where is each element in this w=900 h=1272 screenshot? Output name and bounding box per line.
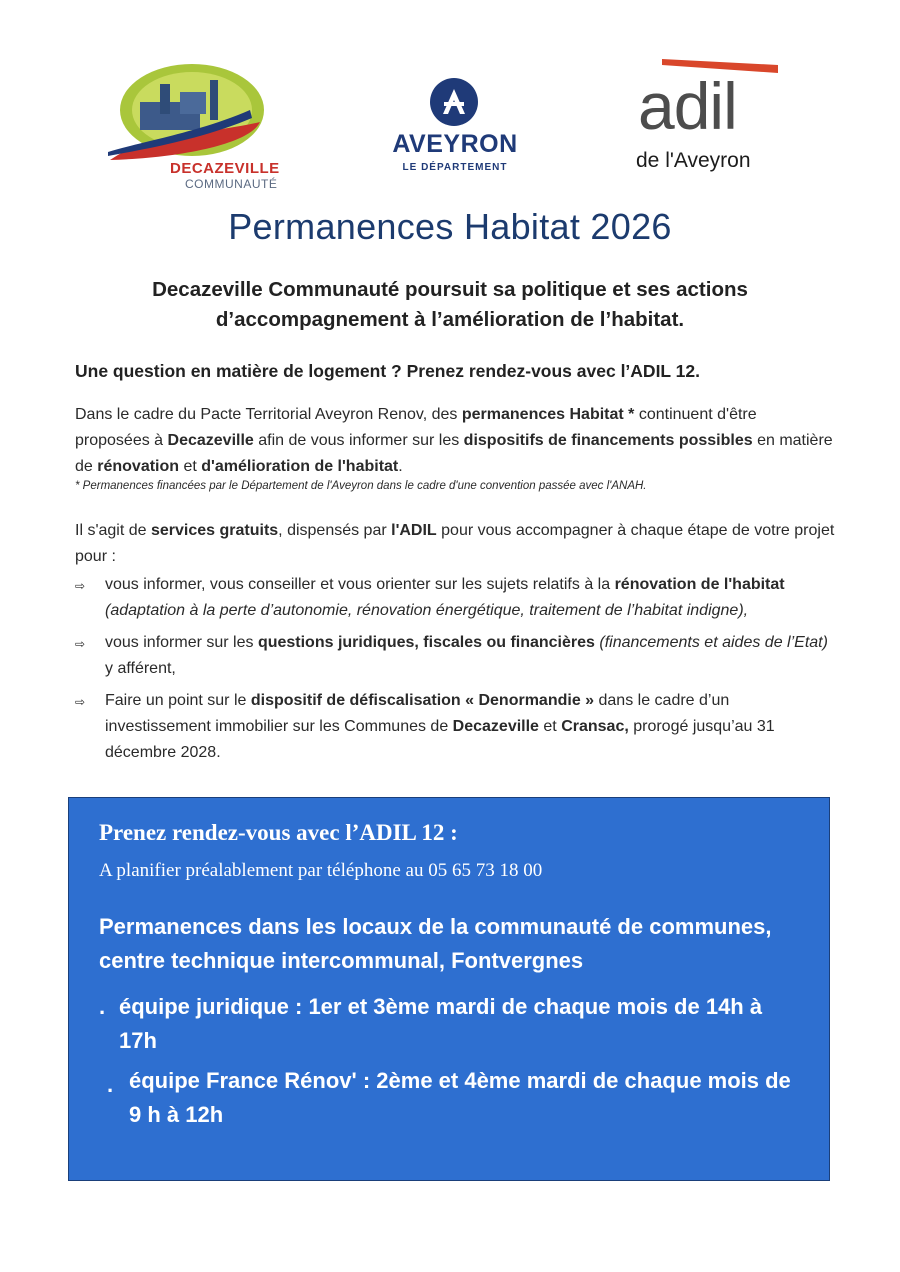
- list-item: ⇨ Faire un point sur le dispositif de défiscalisation « Denormandie » dans le cadre d’un investissement immobilier sur les Communes de Decazeville et Cransac, prorogé jusqu’au 31 décembre 2028.: [75, 688, 835, 766]
- bullet-dot-icon: .: [107, 1072, 114, 1097]
- aveyron-logo-name: AVEYRON: [392, 130, 518, 158]
- page-title: Permanences Habitat 2026: [228, 206, 672, 247]
- bullet-dot-icon: .: [99, 994, 106, 1019]
- footnote: * Permanences financées par le Département de l'Aveyron dans le cadre d'une convention passée avec l'ANAH.: [75, 480, 647, 492]
- adil-logo-word: adil: [638, 69, 737, 143]
- appointment-heading: Prenez rendez-vous avec l’ADIL 12 :: [99, 820, 458, 845]
- aveyron-logo-sub: LE DÉPARTEMENT: [402, 162, 508, 173]
- aveyron-logo: [370, 78, 540, 178]
- arrow-icon: ⇨: [75, 637, 86, 651]
- team-juridique-text: équipe juridique : 1er et 3ème mardi de chaque mois de 14h à 17h: [119, 994, 763, 1053]
- paragraph-services: Il s'agit de services gratuits, dispensés par l'ADIL pour vous accompagner à chaque étape de votre projet pour :: [75, 522, 835, 565]
- decazeville-logo: [100, 62, 280, 197]
- paragraph-context: Dans le cadre du Pacte Territorial Aveyron Renov, des permanences Habitat * continuent d'être proposées à Decazeville afin de vous informer sur les dispositifs de financements possibles en matière de rénovation et d'amélioration de l'habitat.: [75, 406, 833, 475]
- appointment-location: Permanences dans les locaux de la communauté de communes, centre technique intercommunal, Fontvergnes: [99, 914, 772, 973]
- decazeville-logo-name: DECAZEVILLE: [170, 160, 280, 177]
- decazeville-logo-sub: COMMUNAUTÉ: [185, 177, 278, 191]
- appointment-box: [68, 797, 830, 1181]
- services-list: [75, 572, 835, 772]
- team-france-renov-item: [107, 1064, 809, 1132]
- arrow-icon: ⇨: [75, 695, 86, 709]
- adil-logo-sub: de l'Aveyron: [636, 149, 751, 172]
- intro-text: Decazeville Communauté poursuit sa politique et ses actions d’accompagnement à l’amélioration de l’habitat.: [152, 278, 748, 331]
- aveyron-emblem-icon: [430, 78, 478, 126]
- list-item: ⇨ vous informer sur les questions juridiques, fiscales ou financières (financements et aides de l’Etat) y afférent,: [75, 630, 835, 682]
- team-france-renov-text: équipe France Rénov' : 2ème et 4ème mardi de chaque mois de 9 h à 12h: [129, 1068, 791, 1127]
- arrow-icon: ⇨: [75, 579, 86, 593]
- question-heading: Une question en matière de logement ? Prenez rendez-vous avec l’ADIL 12.: [75, 361, 700, 381]
- team-juridique-item: [99, 990, 799, 1058]
- adil-logo: [630, 55, 800, 185]
- list-item: ⇨ vous informer, vous conseiller et vous orienter sur les sujets relatifs à la rénovation de l'habitat (adaptation à la perte d’autonomie, rénovation énergétique, traitement de l’habitat indigne),: [75, 572, 835, 624]
- appointment-phone: A planifier préalablement par téléphone au 05 65 73 18 00: [99, 860, 543, 881]
